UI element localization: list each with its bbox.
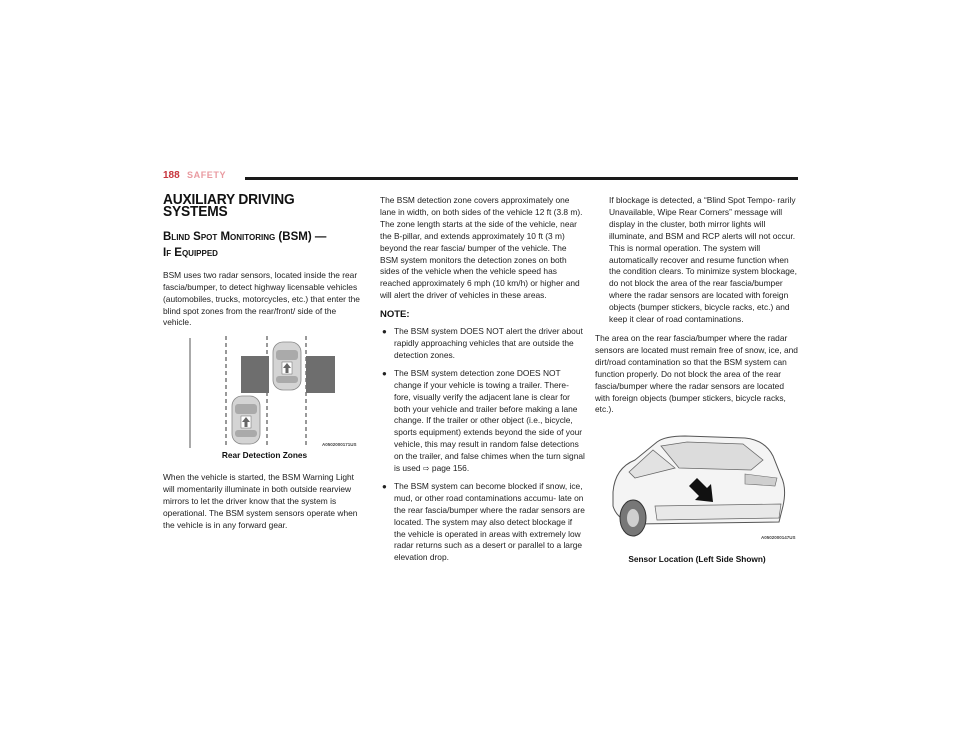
chapter-title: AUXILIARY DRIVING SYSTEMS xyxy=(163,192,295,220)
note-heading: NOTE: xyxy=(380,309,410,321)
list-item xyxy=(380,326,586,362)
note-text-2: The BSM system detection zone DOES NOT change if your vehicle is towing a trailer. There- fore, visually verify the adjacent lane is clear for both your vehicle and trailer before making a lane change. If the trailer or other object (i.e., bicycle, sports equipment) extends beyond the side of your vehicle, this may result in random false detections on the trailer, and false chimes when the turn signal is used xyxy=(394,367,585,474)
column-1 xyxy=(163,192,366,539)
approaching-vehicle xyxy=(232,396,260,444)
page-number: 188 xyxy=(163,170,180,181)
rear-detection-zones-figure xyxy=(163,336,361,448)
section-label: SAFETY xyxy=(187,170,227,180)
section-heading-line2: If Equipped xyxy=(163,246,218,259)
detection-zone-paragraph: The BSM detection zone covers approximately one lane in width, on both sides of the vehicle 12 ft (3.8 m). The zone length starts at the side of the vehicle, near the B-pillar, and extends approximately 10 ft (3 m) beyond the rear fascia/ bumper of the vehicle. The BSM system monitors the detection zones on both sides of the vehicle when the vehicle speed has reached approximately 6 mph (10 km/h) or higher and will alert the driver of vehicles in these areas. xyxy=(380,195,583,301)
left-detection-zone xyxy=(241,356,269,393)
note-text-1: The BSM system DOES NOT alert the driver about rapidly approaching vehicles that are outside the detection zones. xyxy=(394,326,583,360)
column-2 xyxy=(380,195,586,570)
figure-code: A0502000147US xyxy=(761,535,796,541)
sensor-location-figure xyxy=(595,430,800,550)
blockage-paragraph: If blockage is detected, a “Blind Spot Tempo- rarily Unavailable, Wipe Rear Corners” message will display in the cluster, both mirror lights will illuminate, and BSM and RCP alerts will not occur. This is normal operation. The system will automatically recover and resume function when the condition clears. To minimize system blockage, do not block the area of the rear fascia/bumper where the radar sensors are located with foreign objects (bumper stickers, bicycle racks, etc.) and keep it clear of road contaminations. xyxy=(609,195,797,325)
sensor-area-paragraph: The area on the rear fascia/bumper where the radar sensors are located must remain free of snow, ice, and dirt/road contamination so that the BSM system can function properly. Do not block the area of the rear fascia/bumper where the radar sensors are located with foreign objects (bumper stickers, bicycle racks, etc.). xyxy=(595,332,798,415)
bullet-icon: ● xyxy=(382,481,387,491)
list-item xyxy=(380,368,586,475)
bullet-icon: ● xyxy=(382,327,387,337)
figure-code: A0502000171US xyxy=(322,442,357,448)
host-vehicle xyxy=(273,342,301,390)
column-3 xyxy=(595,195,799,576)
wheel-hub xyxy=(627,509,639,527)
page-reference-link[interactable]: page 156. xyxy=(431,463,470,474)
page-reference-icon: ⇨ xyxy=(422,464,430,474)
right-detection-zone xyxy=(306,356,335,393)
intro-paragraph: BSM uses two radar sensors, located inside the rear fascia/bumper, to detect highway licensable vehicles (automobiles, trucks, motorcycles, etc.) that enter the blind spot zones from the rear/front/ side of the vehicle. xyxy=(163,269,360,328)
figure-caption: Rear Detection Zones xyxy=(221,450,308,461)
page-header xyxy=(163,170,798,184)
warning-light-paragraph: When the vehicle is started, the BSM Warning Light will momentarily illuminate in both outside rearview mirrors to let the driver know that the system is operational. The BSM system sensors operate when the vehicle is in any forward gear. xyxy=(163,472,358,530)
rear-bumper xyxy=(655,504,781,520)
bullet-icon: ● xyxy=(382,368,387,378)
figure-caption: Sensor Location (Left Side Shown) xyxy=(628,554,766,565)
section-heading-line1: Blind Spot Monitoring (BSM) — xyxy=(163,230,327,243)
section-heading xyxy=(163,229,366,261)
detection-zones-diagram xyxy=(163,336,361,448)
header-rule xyxy=(245,177,798,180)
note-text-3: The BSM system can become blocked if snow, ice, mud, or other road contaminations accumu- late on the rear fascia/bumper where the radar sensors are located. The system may also detect blockage if the vehicle is operated in areas with extremely low radar returns such as a desert or parallel to a large elevation drop. xyxy=(394,480,585,563)
note-list xyxy=(380,326,586,564)
vehicle-rear-illustration xyxy=(595,430,800,542)
list-item xyxy=(380,481,586,564)
